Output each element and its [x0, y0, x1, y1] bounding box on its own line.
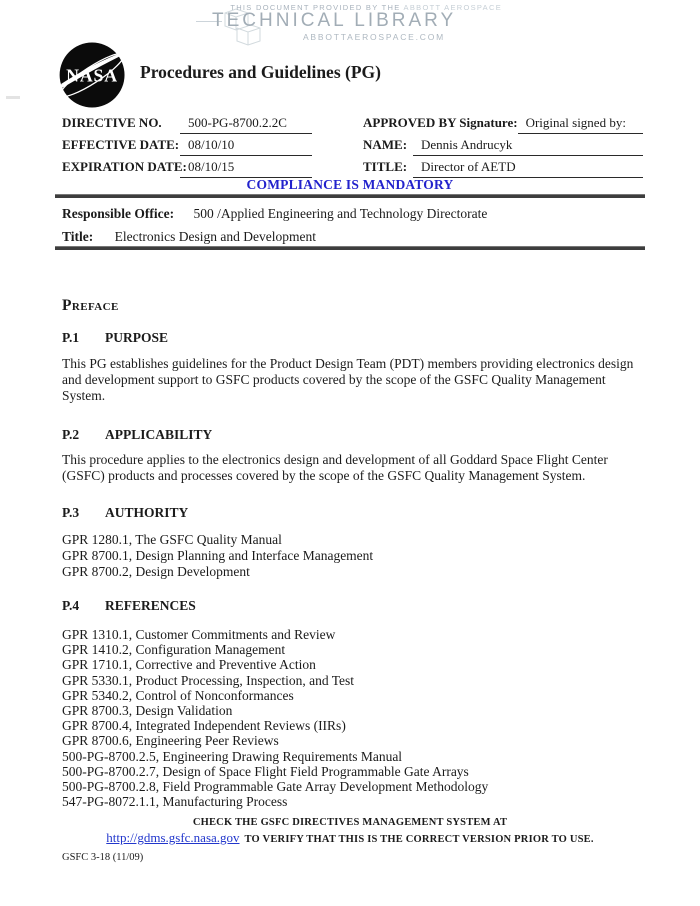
- title-field-value: Director of AETD: [413, 156, 643, 178]
- section-p2-heading: [62, 427, 212, 443]
- horizontal-rule-top: [55, 194, 645, 198]
- list-item-line: GPR 8700.6, Engineering Peer Reviews: [62, 733, 279, 749]
- list-item-line: GPR 5330.1, Product Processing, Inspection, and Test: [62, 672, 355, 688]
- name-row: [363, 134, 643, 156]
- name-value: Dennis Andrucyk: [413, 134, 643, 156]
- list-item-line: GPR 1710.1, Corrective and Preventive Action: [62, 657, 316, 673]
- effective-date-value: 08/10/10: [180, 134, 312, 156]
- effective-date-label: EFFECTIVE DATE:: [62, 137, 180, 152]
- list-item-line: 500-PG-8700.2.8, Field Programmable Gate Array Development Methodology: [62, 779, 489, 795]
- section-p3-title: AUTHORITY: [105, 505, 189, 520]
- section-p2-title: APPLICABILITY: [105, 427, 213, 442]
- document-title-label: Title:: [62, 229, 94, 244]
- responsible-office-value: 500 /Applied Engineering and Technology Directorate: [193, 206, 488, 221]
- list-item-line: GPR 8700.1, Design Planning and Interface Management: [62, 548, 374, 563]
- scan-artifact: [6, 96, 20, 99]
- nasa-insignia: [58, 40, 144, 115]
- effective-date-row: [62, 134, 324, 156]
- watermark-provided-prefix: THIS DOCUMENT PROVIDED BY THE: [230, 3, 401, 12]
- expiration-date-label: EXPIRATION DATE:: [62, 159, 187, 174]
- gdms-link[interactable]: http://gdms.gsfc.nasa.gov: [106, 830, 240, 845]
- section-p1-title: PURPOSE: [105, 330, 169, 345]
- directive-table-left: [62, 112, 324, 178]
- section-p4-title: REFERENCES: [105, 598, 196, 613]
- list-item-line: GPR 5340.2, Control of Nonconformances: [62, 687, 294, 703]
- name-label: NAME:: [363, 137, 408, 152]
- section-p3-heading: [62, 505, 188, 521]
- approved-by-label: APPROVED BY Signature:: [363, 115, 518, 130]
- directive-no-label: DIRECTIVE NO.: [62, 115, 162, 130]
- section-p1-number: P.1: [62, 330, 80, 345]
- list-item-line: GPR 1410.2, Configuration Management: [62, 642, 286, 658]
- section-p2-body: This procedure applies to the electronics design and development of all Goddard Space Flight Center (GSFC) products and processes covered by the scope of the GSFC Quality Management System.: [62, 452, 608, 484]
- section-p3-number: P.3: [62, 505, 80, 520]
- footer-check-line: CHECK THE GSFC DIRECTIVES MANAGEMENT SYSTEM AT: [192, 817, 508, 828]
- title-field-row: [363, 156, 643, 178]
- title-field-label: TITLE:: [363, 159, 408, 174]
- list-item-line: GPR 1310.1, Customer Commitments and Review: [62, 627, 336, 642]
- list-item-line: 500-PG-8700.2.7, Design of Space Flight Field Programmable Gate Arrays: [62, 763, 469, 779]
- list-item-line: 547-PG-8072.1.1, Manufacturing Process: [62, 794, 288, 810]
- authority-list: [62, 532, 648, 580]
- list-item-line: GPR 1280.1, The GSFC Quality Manual: [62, 532, 282, 547]
- directive-table-right: [363, 112, 643, 178]
- directive-no-row: [62, 112, 324, 134]
- list-item-line: 500-PG-8700.2.5, Engineering Drawing Requirements Manual: [62, 748, 403, 764]
- section-p1-heading: [62, 330, 168, 346]
- responsible-office-label: Responsible Office:: [62, 206, 175, 221]
- form-number: GSFC 3-18 (11/09): [62, 852, 144, 863]
- expiration-date-value: 08/10/15: [180, 156, 312, 178]
- document-title-value: Electronics Design and Development: [114, 229, 316, 244]
- section-p1-body: This PG establishes guidelines for the Product Design Team (PDT) members providing electronics design and development support to GSFC products covered by the scope of the GSFC Quality Management System.: [62, 356, 634, 404]
- references-list: [62, 627, 648, 809]
- list-item-line: GPR 8700.2, Design Development: [62, 564, 250, 579]
- footer-verify-line: [57, 830, 643, 846]
- section-p4-number: P.4: [62, 598, 80, 613]
- watermark-title: TECHNICAL LIBRARY: [212, 10, 457, 31]
- list-item-line: GPR 8700.3, Design Validation: [62, 703, 233, 719]
- watermark-provided-brand: ABBOTT AEROSPACE: [403, 3, 502, 12]
- nasa-logo-text: NASA: [66, 65, 118, 86]
- preface-heading: Preface: [62, 297, 119, 314]
- compliance-banner: COMPLIANCE IS MANDATORY: [246, 177, 454, 192]
- directive-no-value: 500-PG-8700.2.2C: [180, 112, 312, 134]
- document-type-title: Procedures and Guidelines (PG): [140, 62, 381, 82]
- section-p2-number: P.2: [62, 427, 80, 442]
- approved-by-value: Original signed by:: [518, 112, 643, 134]
- responsible-office-row: [62, 205, 487, 222]
- watermark-site: ABBOTTAEROSPACE.COM: [302, 32, 445, 42]
- list-item-line: GPR 8700.4, Integrated Independent Reviews (IIRs): [62, 718, 346, 734]
- approved-by-row: [363, 112, 643, 134]
- footer-verify-text: TO VERIFY THAT THIS IS THE CORRECT VERSION PRIOR TO USE.: [244, 834, 594, 845]
- section-p4-heading: [62, 598, 196, 614]
- document-title-row: [62, 228, 316, 245]
- expiration-date-row: [62, 156, 324, 178]
- horizontal-rule-bottom: [55, 246, 645, 250]
